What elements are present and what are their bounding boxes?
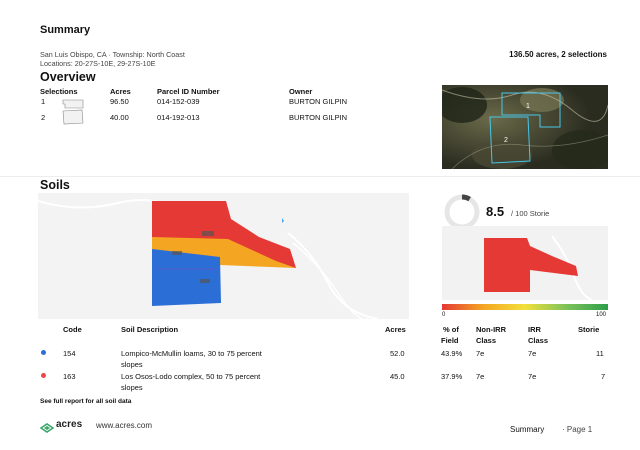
soil-row1-color-dot [41,350,46,355]
soil-row2-storie: 7 [601,372,606,381]
soil-col-nonirr-2: Class [476,336,497,345]
soil-row2-desc-2: slopes [121,383,143,392]
storie-scale-bar [442,304,608,310]
footer-url[interactable]: www.acres.com [96,421,153,430]
soil-row1-desc: Lompico-McMullin loams, 30 to 75 percent [121,349,262,358]
footer-page-label: Summary [510,425,545,434]
soil-row1-storie: 11 [596,349,604,358]
overview-title: Overview [40,70,96,84]
col-selections: Selections [40,87,78,96]
parcel-2-shape-icon [62,109,84,130]
summary-title: Summary [40,24,91,36]
storie-value: 8.5 [486,204,505,219]
location-text: San Luis Obispo, CA · Township: North Coast [40,50,185,59]
soil-col-pct: % of [443,325,459,334]
col-parcel: Parcel ID Number [157,87,220,96]
soil-row1-pct: 43.9% [441,349,463,358]
soil-row2-desc: Los Osos-Lodo complex, 50 to 75 percent [121,372,261,381]
soil-row1-nonirr: 7e [476,349,485,358]
soil-row2-pct: 37.9% [441,372,463,381]
acres-logo-icon [40,420,54,438]
row1-owner: BURTON GILPIN [289,97,348,106]
overview-map[interactable] [442,85,608,169]
scale-min: 0 [442,312,446,318]
soil-row2-color-dot [41,373,46,378]
footer-page-number: · Page 1 [562,425,593,434]
storie-map[interactable] [442,226,608,300]
soil-row2-irr: 7e [528,372,537,381]
soil-col-pct-2: Field [441,336,459,345]
storie-suffix: / 100 Storie [511,209,550,218]
soil-col-irr-2: Class [528,336,549,345]
section-divider [0,176,640,177]
soil-col-storie: Storie [578,325,600,334]
row2-num: 2 [41,113,46,122]
soil-col-acres: Acres [385,325,406,334]
soils-title: Soils [40,178,70,192]
soils-map[interactable] [38,193,409,319]
locations-text: Locations: 20-27S-10E, 29-27S-10E [40,59,156,68]
soil-row1-code: 154 [63,349,76,358]
soil-col-irr: IRR [528,325,541,334]
map-label-1: 1 [526,103,530,110]
map-label-2: 2 [504,137,508,144]
scale-max: 100 [596,312,607,318]
see-full-report-link[interactable]: See full report for all soil data [40,398,132,405]
soil-row2-acres: 45.0 [390,372,405,381]
col-acres: Acres [110,87,131,96]
row1-parcel: 014-152-039 [157,97,200,106]
row2-owner: BURTON GILPIN [289,113,348,122]
soil-col-nonirr: Non-IRR [476,325,506,334]
soil-row1-acres: 52.0 [390,349,405,358]
soil-row1-desc-2: slopes [121,360,143,369]
soil-col-code: Code [63,325,82,334]
soil-row1-irr: 7e [528,349,537,358]
acres-total: 136.50 acres, 2 selections [509,50,607,59]
row1-num: 1 [41,97,46,106]
row1-acres: 96.50 [110,97,129,106]
brand-name: acres [56,419,83,430]
soil-row2-code: 163 [63,372,76,381]
soil-row2-nonirr: 7e [476,372,485,381]
row2-acres: 40.00 [110,113,129,122]
soil-col-desc: Soil Description [121,325,179,334]
col-owner: Owner [289,87,313,96]
row2-parcel: 014-192-013 [157,113,200,122]
